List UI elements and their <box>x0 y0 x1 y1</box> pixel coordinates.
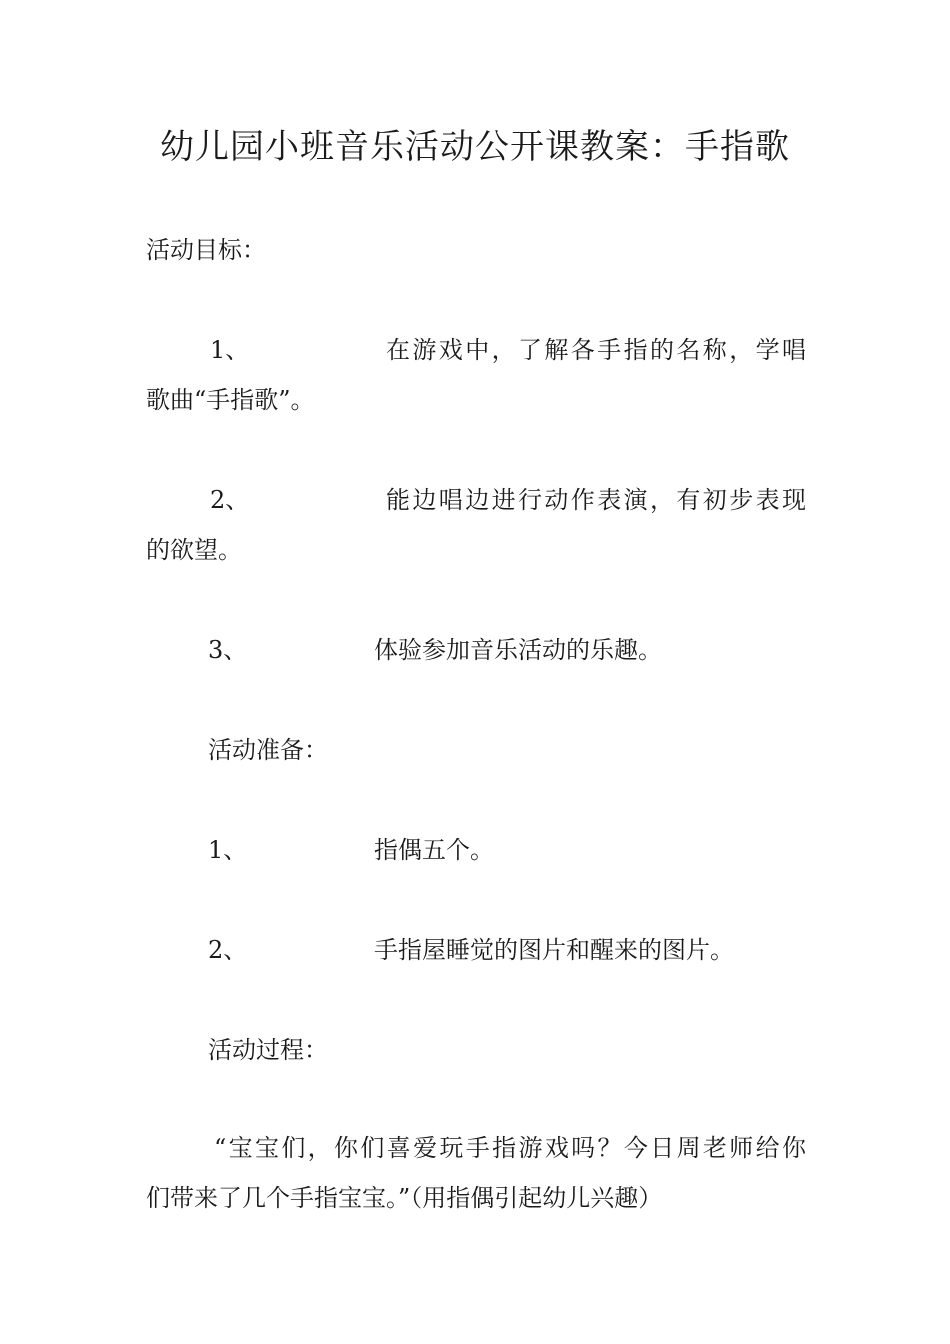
prep-1-number: 1、 <box>208 836 248 864</box>
process-paragraph-line2: 们带来了几个手指宝宝。”（用指偶引起幼儿兴趣） <box>146 1184 663 1212</box>
goal-3-number: 3、 <box>208 636 248 664</box>
process-paragraph-line1: “宝宝们，你们喜爱玩手指游戏吗？今日周老师给你 <box>214 1134 806 1162</box>
goal-2-text-line1: 能边唱边进行动作表演，有初步表现 <box>386 486 806 514</box>
prep-2-number: 2、 <box>208 936 248 964</box>
goal-2-number: 2、 <box>210 486 250 514</box>
goal-1-text-line1: 在游戏中，了解各手指的名称，学唱 <box>386 336 806 364</box>
process-heading: 活动过程： <box>208 1036 328 1064</box>
goals-heading: 活动目标： <box>146 236 266 264</box>
document-title: 幼儿园小班音乐活动公开课教案：手指歌 <box>160 127 790 167</box>
goal-1-number: 1、 <box>210 336 250 364</box>
prep-2-text: 手指屋睡觉的图片和醒来的图片。 <box>374 936 734 964</box>
prep-heading: 活动准备： <box>208 736 328 764</box>
goal-3-text: 体验参加音乐活动的乐趣。 <box>374 636 662 664</box>
goal-2-text-line2: 的欲望。 <box>146 536 242 564</box>
goal-1-text-line2: 歌曲“手指歌”。 <box>146 386 315 414</box>
prep-1-text: 指偶五个。 <box>374 836 494 864</box>
